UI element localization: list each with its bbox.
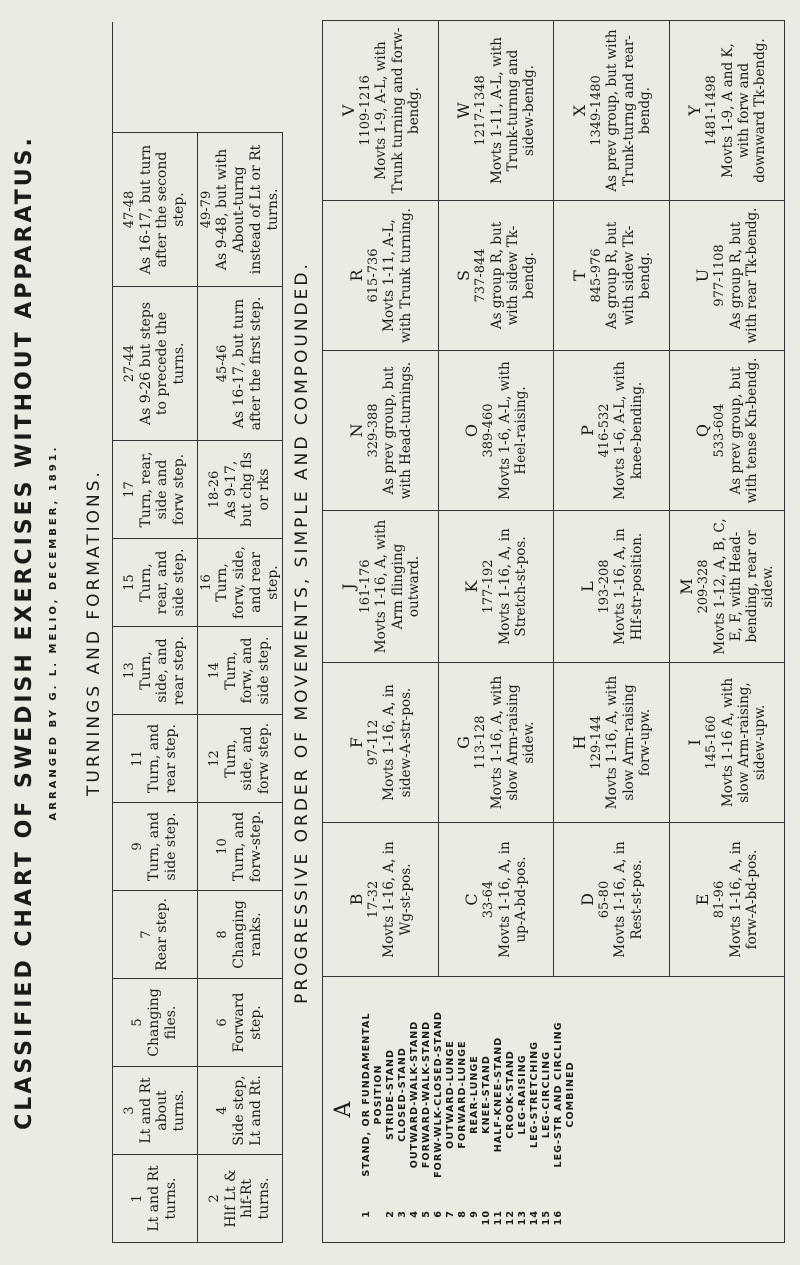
turning-number: 7	[138, 930, 154, 939]
group-range: 65-80	[596, 880, 612, 919]
group-desc: As group R, but with sidew Tk-bendg.	[604, 221, 653, 330]
turning-label: Lt and Rt about turns.	[137, 1077, 188, 1144]
group-desc: As prev group, but with Head-turnings.	[381, 361, 414, 500]
group-cell	[323, 200, 439, 350]
group-range: 329-388	[365, 403, 381, 458]
group-range: 17-32	[365, 880, 381, 919]
chart-subtitle: ARRANGED BY G. L. MELIO, DECEMBER, 1891.	[48, 444, 59, 821]
position-name: FORWARD-LUNGE	[457, 1040, 469, 1149]
group-desc: As prev group, but with Trunk-turng and rear-bendg.	[604, 29, 653, 192]
turning-label: Forward step.	[231, 992, 264, 1053]
position-item	[529, 987, 541, 1232]
group-range: 209-328	[696, 559, 712, 614]
turning-number: 8	[215, 930, 231, 939]
group-desc: As group R, but with sidew Tk-bendg.	[488, 221, 538, 330]
group-desc: Movts 1-16, A, in Stretch-st-pos.	[496, 528, 530, 645]
group-desc: Movts 1-16, A, in sidew-A-str-pos.	[381, 684, 414, 801]
position-name: FORWARD-WALK-STAND	[421, 1020, 433, 1169]
turning-number: 6	[215, 1018, 231, 1027]
group-letter: S	[454, 270, 474, 281]
turning-label: Turn, rear, side and forw step.	[137, 451, 188, 528]
group-range: 389-460	[481, 403, 497, 458]
turning-number: 49-79	[198, 190, 214, 229]
position-number: 2	[385, 1210, 397, 1218]
position-number: 7	[445, 1210, 457, 1218]
turning-number: 17	[122, 481, 137, 498]
position-number: 15	[541, 1210, 553, 1226]
group-desc: Movts 1-12, A, B, C, E, F, with Head-bending, rear or sidew.	[711, 518, 777, 655]
turning-number: 5	[130, 1018, 146, 1027]
group-range: 977-1108	[712, 244, 728, 307]
turning-number: 11	[130, 750, 146, 767]
group-letter: F	[346, 736, 366, 749]
turning-label: Hlf Lt & hlf-Rt turns.	[222, 1169, 273, 1228]
group-cell	[554, 662, 670, 822]
turning-cell	[113, 1066, 198, 1154]
group-cell	[670, 662, 786, 822]
position-item	[553, 987, 577, 1232]
turning-label: Turn, and side step.	[146, 811, 179, 882]
position-name: OUTWARD-LUNGE	[445, 1040, 457, 1149]
turnings-table	[112, 22, 283, 1243]
turning-label: Rear step.	[154, 898, 171, 971]
group-desc: Movts 1-11, A-L, with Trunk turning.	[381, 208, 414, 343]
turning-label: As 16-17, but turn after the first step.	[231, 296, 264, 431]
group-cell	[670, 822, 786, 976]
turning-label: Turn, and forw-step.	[231, 810, 264, 883]
group-letter: W	[454, 102, 474, 119]
group-letter: Y	[685, 105, 705, 116]
position-number: 4	[409, 1210, 421, 1218]
group-range: 1349-1480	[588, 75, 604, 146]
position-number: 13	[517, 1210, 529, 1226]
position-item	[409, 987, 421, 1232]
position-item	[517, 987, 529, 1232]
turning-number: 2	[207, 1194, 222, 1203]
turning-cell	[198, 1066, 283, 1154]
group-cell	[554, 510, 670, 662]
group-letter: H	[569, 735, 589, 750]
group-letter: O	[462, 423, 482, 438]
group-letter: J	[338, 583, 358, 590]
turning-cell	[198, 978, 283, 1066]
turnings-heading: TURNINGS AND FORMATIONS.	[84, 469, 104, 796]
group-letter: T	[569, 270, 589, 281]
group-range: 1109-1216	[357, 75, 373, 146]
group-letter: X	[569, 104, 589, 117]
position-item	[445, 987, 457, 1232]
group-desc: Movts 1-6, A-L, with Heel-raising.	[496, 361, 530, 500]
position-number: 6	[433, 1210, 445, 1218]
position-item	[397, 987, 409, 1232]
turning-number: 9	[130, 842, 146, 851]
group-range: 177-192	[481, 559, 497, 614]
turning-cell	[113, 890, 198, 978]
position-name: OUTWARD-WALK-STAND	[409, 1020, 421, 1169]
group-range: 193-208	[596, 559, 612, 614]
group-cell	[439, 350, 555, 510]
group-desc: As group R, but with rear Tk-bendg.	[727, 207, 761, 344]
turning-cell	[113, 1154, 198, 1242]
turning-cell	[113, 132, 198, 286]
turning-label: Turn, forw, and side step.	[222, 636, 273, 705]
turning-cell	[198, 440, 283, 538]
group-desc: Movts 1-11, A-L, with Trunk-turnng and sidew-bendg.	[488, 37, 538, 184]
group-cell	[554, 200, 670, 350]
group-cell	[439, 200, 555, 350]
position-number: 9	[469, 1210, 481, 1218]
position-item	[433, 987, 445, 1232]
turning-number: 15	[122, 574, 137, 591]
turning-cell	[198, 890, 283, 978]
position-number: 1	[361, 1210, 373, 1218]
position-item	[493, 987, 505, 1232]
position-item	[385, 987, 397, 1232]
progressive-table	[322, 20, 785, 1243]
position-item	[541, 987, 553, 1232]
group-letter: C	[462, 893, 482, 906]
turning-number: 3	[122, 1106, 137, 1115]
turning-label: As 9-17, but chg fls or rks	[222, 452, 273, 527]
position-name: HALF-KNEE-STAND	[493, 1036, 505, 1153]
group-cell	[670, 510, 786, 662]
position-number: 10	[481, 1210, 493, 1226]
turning-cell	[113, 440, 198, 538]
position-name: LEG-CIRCLING	[541, 1050, 553, 1139]
group-desc: Movts 1-16, A, in forw-A-bd-pos.	[727, 841, 761, 958]
position-number: 12	[505, 1210, 517, 1226]
turning-cell	[113, 626, 198, 714]
group-range: 129-144	[588, 715, 604, 770]
position-number: 3	[397, 1210, 409, 1218]
group-cell	[554, 20, 670, 200]
turning-label: As 9-26 but steps to precede the turns.	[137, 302, 188, 425]
position-name: FORW-WLK-CLOSED-STAND	[433, 1011, 445, 1178]
group-desc: Movts 1-16, A, in Rest-st-pos.	[612, 841, 645, 958]
group-letter: M	[676, 578, 696, 595]
turning-number: 10	[215, 838, 231, 855]
turning-label: Changing files.	[146, 988, 179, 1057]
position-name: KNEE-STAND	[481, 1055, 493, 1134]
turning-label: Changing ranks.	[231, 900, 264, 969]
group-letter: D	[577, 893, 597, 906]
group-cell	[323, 662, 439, 822]
group-range: 97-112	[365, 719, 381, 766]
turning-cell	[198, 714, 283, 802]
group-letter: G	[454, 736, 474, 749]
group-letter: B	[346, 893, 366, 906]
turning-number: 12	[207, 750, 222, 767]
position-number: 16	[553, 1210, 565, 1226]
group-letter: I	[685, 739, 705, 746]
position-name: LEG-STR AND CIRCLING COMBINED	[553, 1021, 577, 1168]
position-number: 11	[493, 1210, 505, 1226]
group-range: 33-64	[481, 880, 497, 919]
turning-cell	[198, 538, 283, 626]
group-desc: Movts 1-6, A-L, with knee-bending.	[612, 361, 645, 500]
position-number: 14	[529, 1210, 541, 1226]
turning-cell	[113, 538, 198, 626]
group-range: 737-844	[473, 248, 489, 303]
turning-cell	[113, 286, 198, 440]
group-desc: Movts 1-9, A and K, with forw and downward Tk-bendg.	[719, 38, 769, 183]
group-range: 113-128	[473, 715, 489, 770]
turning-label: Turn, rear, and side step.	[137, 548, 188, 617]
group-cell	[323, 20, 439, 200]
group-cell	[439, 510, 555, 662]
group-desc: As prev group, but with tense Kn-bendg.	[727, 357, 761, 504]
group-desc: Movts 1-16, A, with slow Arm-raising sidew.	[488, 675, 538, 810]
position-item	[421, 987, 433, 1232]
turning-cell	[198, 286, 283, 440]
positions-column	[323, 976, 785, 1242]
positions-letter: A	[331, 1101, 356, 1118]
turning-label: As 9-48, but with About-turng instead of Lt or Rt turns.	[214, 144, 281, 275]
group-cell	[439, 822, 555, 976]
turning-label: Side step, Lt and Rt.	[231, 1075, 264, 1146]
turning-label: As 16-17, but turn after the second step.	[137, 144, 188, 275]
group-letter: R	[346, 269, 366, 282]
position-item	[481, 987, 493, 1232]
turning-number: 47-48	[122, 190, 137, 229]
turning-number: 1	[130, 1194, 146, 1203]
group-desc: Movts 1-16, A, in Hlf-str-position.	[612, 528, 645, 645]
turning-label: Turn, side, and rear step.	[137, 636, 188, 705]
group-letter: Q	[693, 423, 713, 438]
group-letter: P	[577, 425, 597, 436]
group-range: 1481-1498	[704, 75, 720, 146]
group-desc: Movts 1-16, A, in up-A-bd-pos.	[496, 841, 530, 958]
turning-label: Turn, and rear step.	[146, 723, 179, 794]
position-item	[469, 987, 481, 1232]
group-cell	[670, 20, 786, 200]
group-desc: Movts 1-16, A, with slow Arm-raising forw-upw.	[604, 675, 653, 810]
group-letter: N	[346, 423, 366, 438]
turning-cell	[113, 802, 198, 890]
group-desc: Movts 1-16, A, with Arm flinging outward.	[373, 519, 422, 654]
group-range: 533-604	[712, 403, 728, 458]
group-letter: E	[693, 893, 713, 906]
position-item	[505, 987, 517, 1232]
group-letter: K	[462, 580, 482, 593]
progressive-heading: PROGRESSIVE ORDER OF MOVEMENTS, SIMPLE AND COMPOUNDED.	[292, 261, 312, 1004]
position-name: LEG-STRETCHING	[529, 1041, 541, 1149]
group-desc: Movts 1-16, A, in Wg-st-pos.	[381, 841, 414, 958]
position-name: REAR-LUNGE	[469, 1055, 481, 1134]
turning-number: 16	[198, 574, 214, 591]
group-range: 416-532	[596, 403, 612, 458]
position-item	[361, 987, 385, 1232]
group-range: 615-736	[365, 248, 381, 303]
turning-cell	[198, 626, 283, 714]
group-desc: Movts 1-9, A-L, with Trunk turning and forw-bendg.	[373, 27, 422, 194]
group-cell	[670, 350, 786, 510]
group-cell	[439, 662, 555, 822]
group-range: 145-160	[704, 715, 720, 770]
turning-cell	[198, 132, 283, 286]
turning-label: Turn, forw, side, and rear step.	[214, 546, 281, 619]
turning-number: 14	[207, 662, 222, 679]
position-name: CLOSED-STAND	[397, 1047, 409, 1142]
group-letter: L	[577, 581, 597, 592]
turning-number: 13	[122, 662, 137, 679]
position-name: LEG-RAISING	[517, 1054, 529, 1135]
group-letter: U	[693, 268, 713, 283]
turning-cell	[198, 1154, 283, 1242]
position-name: STRIDE-STAND	[385, 1048, 397, 1141]
group-cell	[554, 350, 670, 510]
turning-cell	[113, 714, 198, 802]
group-range: 81-96	[712, 880, 728, 919]
group-range: 161-176	[357, 559, 373, 614]
position-item	[457, 987, 469, 1232]
group-cell	[323, 822, 439, 976]
chart-title: CLASSIFIED CHART OF SWEDISH EXERCISES WITHOUT APPARATUS.	[12, 135, 37, 1130]
turning-label: Lt and Rt turns.	[146, 1165, 179, 1232]
group-cell	[323, 510, 439, 662]
positions-list	[361, 987, 577, 1232]
group-range: 1217-1348	[473, 75, 489, 146]
turning-label: Turn, side, and forw step.	[222, 722, 273, 795]
position-name: CROOK-STAND	[505, 1050, 517, 1139]
group-cell	[670, 200, 786, 350]
turning-number: 18-26	[207, 470, 222, 509]
turning-number: 45-46	[215, 344, 231, 383]
turning-number: 27-44	[122, 344, 137, 383]
turning-number: 4	[215, 1106, 231, 1115]
group-cell	[439, 20, 555, 200]
position-number: 8	[457, 1210, 469, 1218]
group-cell	[323, 350, 439, 510]
group-cell	[554, 822, 670, 976]
group-desc: Movts 1-16 A, with slow Arm-raising, sidew-upw.	[719, 677, 769, 808]
group-letter: V	[338, 104, 358, 117]
position-number: 5	[421, 1210, 433, 1218]
group-range: 845-976	[588, 248, 604, 303]
position-name: STAND, OR FUNDAMENTAL POSITION	[361, 1012, 385, 1177]
turning-cell	[198, 802, 283, 890]
turning-cell	[113, 978, 198, 1066]
